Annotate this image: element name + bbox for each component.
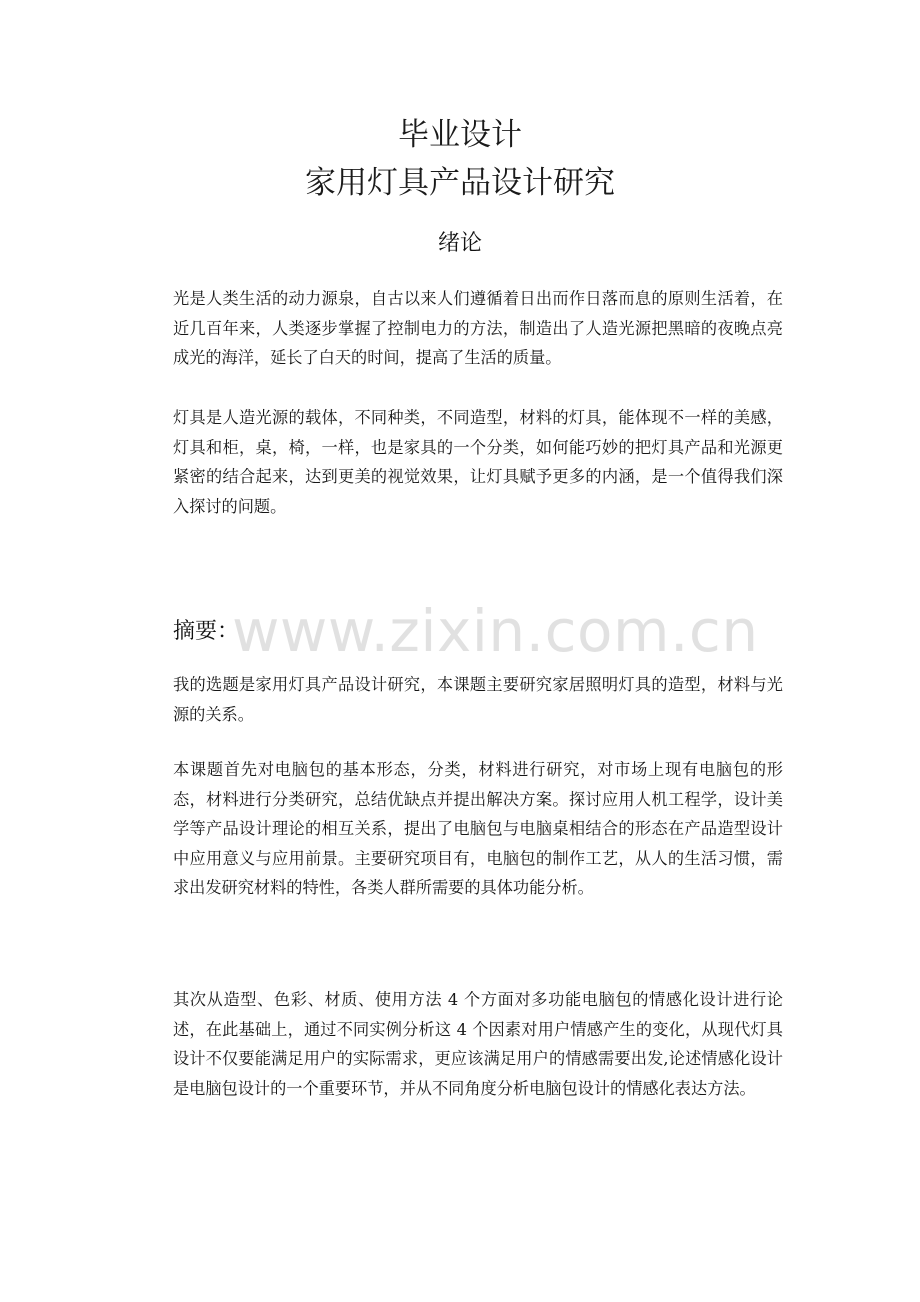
abstract-heading: 摘要： <box>173 619 240 644</box>
abstract-paragraph: 我的选题是家用灯具产品设计研究，本课题主要研究家居照明灯具的造型，材料与光源的关系。 <box>173 675 783 724</box>
intro-paragraph: 灯具是人造光源的载体，不同种类，不同造型，材料的灯具，能体现不一样的美感，灯具和柜，桌，椅，一样，也是家具的一个分类，如何能巧妙的把灯具产品和光源更紧密的结合起来，达到更美的视觉效果，让灯具赋予更多的内涵，是一个值得我们深入探讨的问题。 <box>173 408 783 516</box>
intro-paragraph: 光是人类生活的动力源泉，自古以来人们遵循着日出而作日落而息的原则生活着，在近几百年来，人类逐步掌握了控制电力的方法，制造出了人造光源把黑暗的夜晚点亮成光的海洋，延长了白天的时间，提高了生活的质量。 <box>173 289 783 368</box>
abstract-paragraph: 本课题首先对电脑包的基本形态，分类，材料进行研究，对市场上现有电脑包的形态，材料进行分类研究，总结优缺点并提出解决方案。探讨应用人机工程学，设计美学等产品设计理论的相互关系，提出了电脑包与电脑桌相结合的形态在产品造型设计中应用意义与应用前景。主要研究项目有，电脑包的制作工艺，从人的生活习惯，需求出发研究材料的特性，各类人群所需要的具体功能分析。 <box>173 760 783 898</box>
watermark: www.zixin.com.cn <box>232 597 759 665</box>
abstract-paragraph: 其次从造型、色彩、材质、使用方法 4 个方面对多功能电脑包的情感化设计进行论述，在此基础上，通过不同实例分析这 4 个因素对用户情感产生的变化，从现代灯具设计不仅要能满足用户的实际需求，更应该满足用户的情感需要出发,论述情感化设计是电脑包设计的一个重要环节，并从不同角度分析电脑包设计的情感化表达方法。 <box>173 990 783 1098</box>
document-title-line1: 毕业设计 <box>398 117 522 153</box>
intro-heading: 绪论 <box>437 231 482 256</box>
document-title-line2: 家用灯具产品设计研究 <box>305 165 615 201</box>
